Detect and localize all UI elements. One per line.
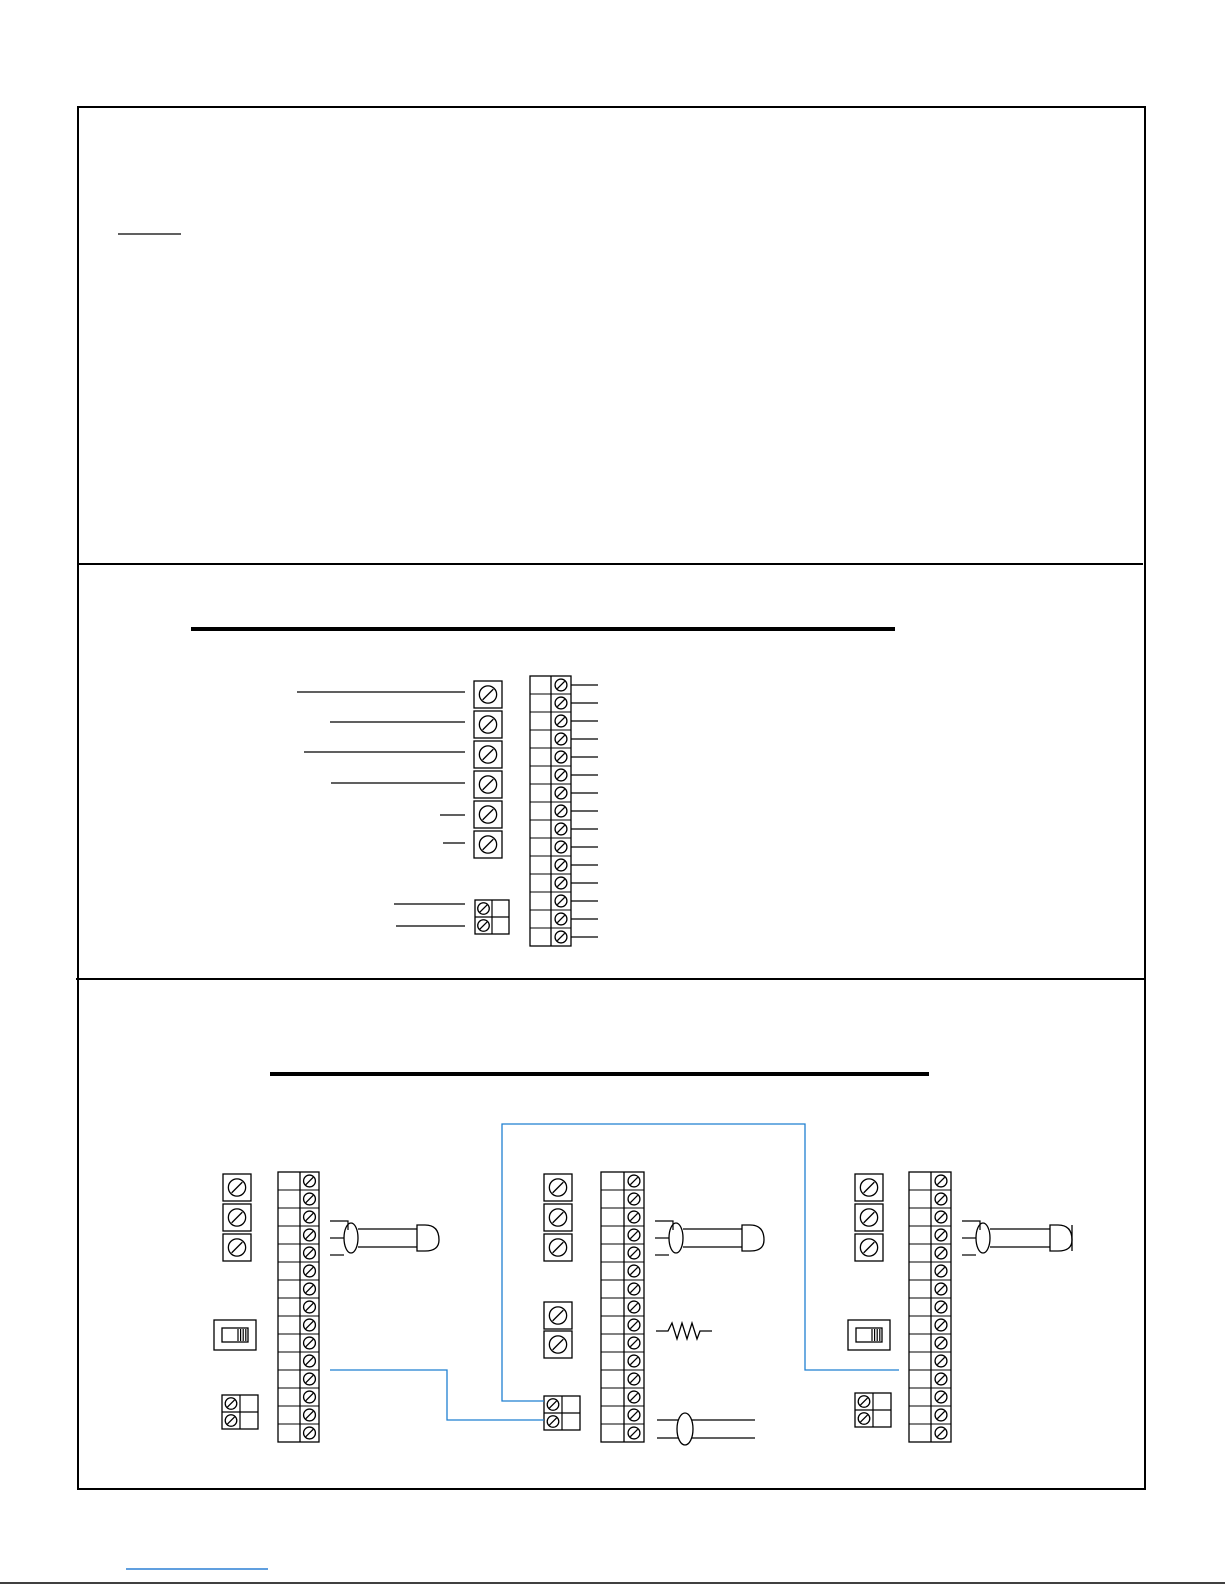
screw-slot	[937, 1231, 944, 1238]
screw-slot	[937, 1375, 944, 1382]
screw-slot	[630, 1411, 637, 1418]
screw-slot	[864, 1212, 875, 1223]
screw-slot	[557, 861, 564, 868]
screw-slot	[937, 1213, 944, 1220]
screw-slot	[937, 1393, 944, 1400]
screw-slot	[483, 779, 494, 790]
sensor-head-icon	[742, 1225, 764, 1251]
screw-slot	[553, 1339, 564, 1350]
cable-shield-icon	[976, 1223, 990, 1253]
screw-slot	[937, 1429, 944, 1436]
screw-slot	[937, 1249, 944, 1256]
screw-slot	[937, 1195, 944, 1202]
screw-slot	[553, 1212, 564, 1223]
screw-slot	[480, 922, 487, 929]
page-frame	[76, 107, 1145, 1489]
screw-slot	[232, 1182, 243, 1193]
screw-slot	[864, 1242, 875, 1253]
screw-slot	[483, 839, 494, 850]
unit-left	[214, 1172, 439, 1442]
screw-slot	[557, 681, 564, 688]
screw-slot	[553, 1310, 564, 1321]
screw-slot	[227, 1417, 234, 1424]
screw-slot	[306, 1339, 313, 1346]
screw-slot	[630, 1249, 637, 1256]
screw-slot	[937, 1357, 944, 1364]
screw-slot	[630, 1321, 637, 1328]
screw-slot	[306, 1393, 313, 1400]
screw-slot	[306, 1267, 313, 1274]
screw-slot	[630, 1213, 637, 1220]
screw-slot	[630, 1339, 637, 1346]
screw-slot	[306, 1177, 313, 1184]
two-pin-connector	[475, 900, 509, 934]
left-screw-terminal-6	[443, 831, 502, 858]
dip-switch-icon	[848, 1320, 890, 1350]
two-pin-connector	[222, 1395, 258, 1429]
screw-slot	[630, 1375, 637, 1382]
screw-slot	[557, 843, 564, 850]
unit-middle	[544, 1172, 764, 1445]
dip-switch-slot	[856, 1328, 882, 1342]
cable-sensor	[962, 1221, 1072, 1255]
cable-sensor	[330, 1221, 439, 1255]
screw-slot	[549, 1418, 556, 1425]
screw-slot	[227, 1400, 234, 1407]
screw-slot	[306, 1429, 313, 1436]
left-screw-terminal-2	[330, 711, 502, 738]
screw-slot	[557, 879, 564, 886]
screw-slot	[937, 1267, 944, 1274]
screw-slot	[557, 699, 564, 706]
screw-slot	[306, 1213, 313, 1220]
sensor-head-icon	[417, 1225, 439, 1251]
screw-slot	[306, 1411, 313, 1418]
screw-slot	[557, 717, 564, 724]
cable-shield-icon	[669, 1223, 683, 1253]
screw-slot	[630, 1231, 637, 1238]
terminal-strip	[601, 1172, 644, 1442]
left-screw-terminal-4	[331, 771, 502, 798]
terminal-strip	[530, 676, 598, 946]
bus-wire-left	[330, 1370, 544, 1420]
dip-switch-icon	[214, 1320, 256, 1350]
screw-slot	[860, 1398, 867, 1405]
screw-slot	[630, 1285, 637, 1292]
screw-slot	[483, 689, 494, 700]
terminal-strip	[909, 1172, 951, 1442]
resistor-icon	[656, 1323, 712, 1339]
screw-slot	[483, 749, 494, 760]
outer-border	[78, 107, 1145, 1489]
screw-slot	[630, 1177, 637, 1184]
terminal-layout-panel	[191, 629, 895, 946]
screw-slot	[864, 1182, 875, 1193]
screw-slot	[937, 1285, 944, 1292]
screw-slot	[553, 1182, 564, 1193]
terminal-strip	[278, 1172, 319, 1442]
screw-slot	[937, 1177, 944, 1184]
dip-switch-frame	[848, 1320, 890, 1350]
screw-slot	[306, 1195, 313, 1202]
screw-slot	[630, 1195, 637, 1202]
screw-slot	[557, 735, 564, 742]
screw-slot	[483, 809, 494, 820]
screw-slot	[232, 1242, 243, 1253]
screw-slot	[937, 1339, 944, 1346]
screw-slot	[557, 771, 564, 778]
left-screw-terminal-5	[440, 801, 502, 828]
bus-wire-right	[502, 1124, 899, 1401]
wiring-diagram-panel	[214, 1074, 1072, 1445]
screw-slot	[557, 825, 564, 832]
screw-slot	[306, 1231, 313, 1238]
unit-right	[848, 1172, 1072, 1442]
footer-link[interactable]	[126, 1556, 268, 1570]
screw-slot	[937, 1411, 944, 1418]
screw-slot	[557, 753, 564, 760]
sensor-head-icon	[1050, 1225, 1072, 1251]
screw-slot	[937, 1303, 944, 1310]
two-pin-connector	[855, 1393, 891, 1427]
dip-switch-slot	[222, 1328, 248, 1342]
screw-slot	[483, 719, 494, 730]
screw-slot	[937, 1321, 944, 1328]
dip-switch-frame	[214, 1320, 256, 1350]
screw-slot	[557, 807, 564, 814]
cable-shield-icon	[344, 1223, 358, 1253]
cable-sensor	[655, 1221, 764, 1255]
left-screw-terminal-1	[297, 681, 502, 708]
screw-slot	[630, 1393, 637, 1400]
cable-shield-icon	[677, 1413, 693, 1445]
screw-slot	[306, 1285, 313, 1292]
screw-slot	[630, 1429, 637, 1436]
screw-slot	[306, 1249, 313, 1256]
left-screw-terminal-3	[304, 741, 502, 768]
screw-slot	[557, 933, 564, 940]
screw-slot	[306, 1321, 313, 1328]
screw-slot	[860, 1415, 867, 1422]
screw-slot	[553, 1242, 564, 1253]
screw-slot	[306, 1375, 313, 1382]
screw-slot	[306, 1303, 313, 1310]
screw-slot	[630, 1303, 637, 1310]
screw-slot	[557, 897, 564, 904]
screw-slot	[232, 1212, 243, 1223]
screw-slot	[557, 789, 564, 796]
screw-slot	[306, 1357, 313, 1364]
screw-slot	[630, 1357, 637, 1364]
screw-slot	[557, 915, 564, 922]
screw-slot	[480, 905, 487, 912]
screw-slot	[630, 1267, 637, 1274]
screw-slot	[549, 1401, 556, 1408]
two-pin-connector	[544, 1396, 580, 1430]
